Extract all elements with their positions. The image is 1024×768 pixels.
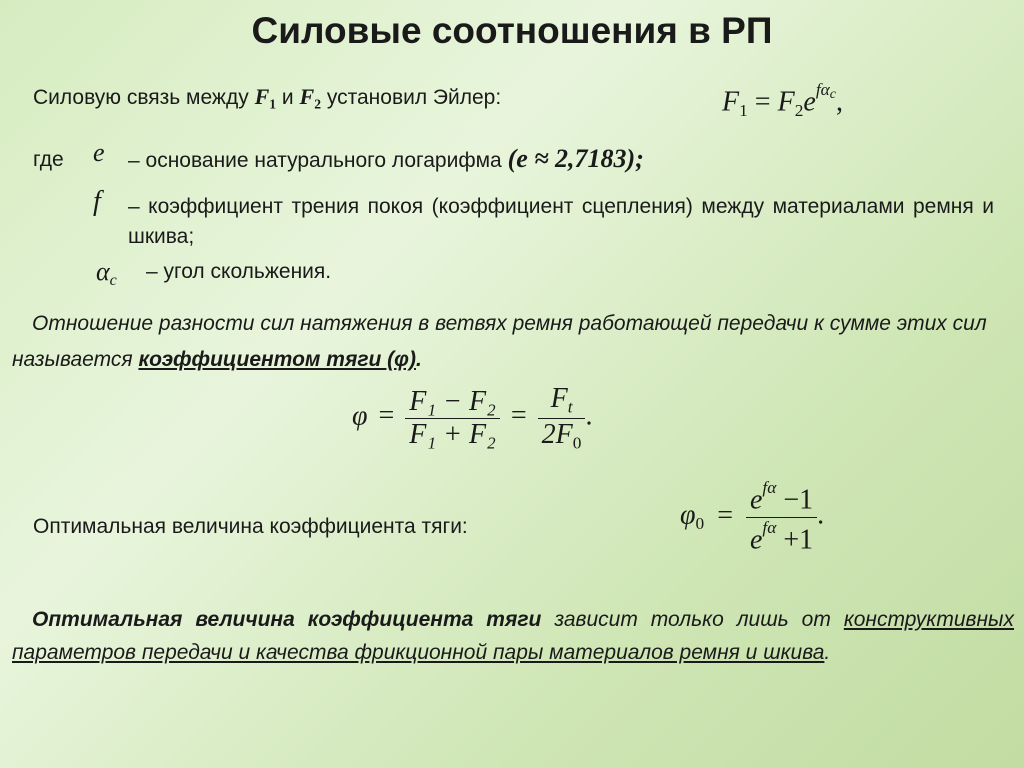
- f-symbol: f: [93, 186, 101, 217]
- final-paragraph: Оптимальная величина коэффициента тяги зависит только лишь от конструктивных параметров передачи и качества фрикционной пары материалов ремня и шкива.: [12, 608, 1014, 664]
- final-underlined: конструктивных параметров передачи и качества фрикционной пары материалов ремня и шкива: [12, 608, 1014, 664]
- phi-formula: φ = $\frac{\text{F₁ − F₂}}{\text{F₁ + F₂}}$ = $\frac{F_t}{2F_0}$ .: [352, 383, 593, 453]
- e-definition: – основание натурального логарифма (e ≈ 2,7183);: [128, 144, 644, 173]
- where-label: где: [33, 148, 64, 171]
- final-bold: Оптимальная величина коэффициента тяги: [32, 608, 542, 631]
- f1-symbol: $F_1$: [254, 84, 277, 112]
- alpha-symbol: $\alpha_c$: [96, 257, 117, 290]
- traction-term: коэффициентом тяги (φ): [138, 347, 416, 371]
- euler-formula: $F_1 = F_2e^{f\alpha c}$,: [722, 80, 843, 121]
- phi0-formula: $\varphi_0$ = $\frac{e^{f\alpha} -1}{e^{f\alpha} +1}$ .: [680, 478, 825, 556]
- and-word: и: [281, 86, 294, 109]
- optimal-label: Оптимальная величина коэффициента тяги:: [33, 515, 468, 538]
- alpha-definition: – угол скольжения.: [146, 260, 332, 283]
- euler-intro-suffix: установил Эйлер:: [326, 86, 502, 109]
- f-definition: – коэффициент трения покоя (коэффициент сцепления) между материалами ремня и шкива;: [128, 195, 994, 249]
- traction-definition: Отношение разности сил натяжения в ветвях ремня работающей передачи к сумме этих сил называется коэффициентом тяги (φ).: [12, 312, 987, 371]
- phi-fraction-1: $\frac{\text{F₁ − F₂}}{\text{F₁ + F₂}}$: [405, 386, 500, 451]
- page-title: Силовые соотношения в РП: [251, 10, 773, 51]
- euler-intro-prefix: Силовую связь между: [33, 86, 249, 109]
- phi0-fraction: $\frac{e^{f\alpha} -1}{e^{f\alpha} +1}$: [746, 478, 817, 556]
- e-symbol: e: [93, 138, 105, 167]
- e-value: (e ≈ 2,7183);: [507, 144, 644, 173]
- f2-symbol: $F_2$: [299, 84, 321, 112]
- phi-fraction-2: $\frac{F_t}{2F_0}$: [538, 383, 586, 453]
- euler-intro: [33, 84, 501, 112]
